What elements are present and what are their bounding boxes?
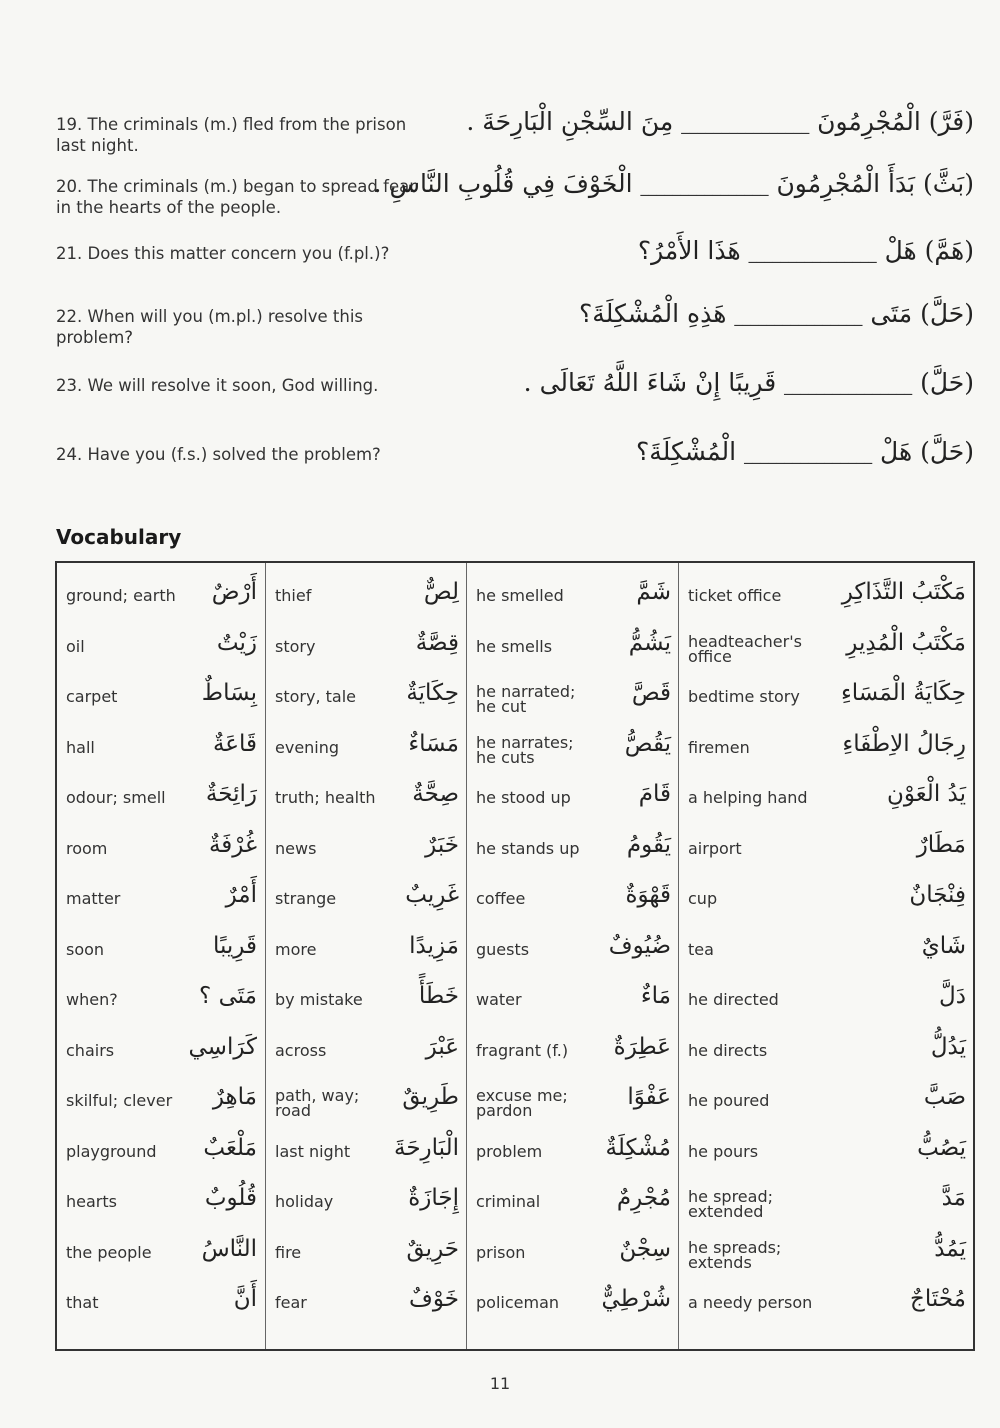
- vocabulary-entry: [679, 866, 974, 917]
- vocabulary-english: across: [275, 1040, 327, 1060]
- vocabulary-english: the people: [66, 1242, 152, 1262]
- vocabulary-arabic: يَقُصُّ: [624, 730, 671, 757]
- vocabulary-entry: [57, 866, 265, 917]
- vocabulary-arabic: مَدَّ: [941, 1185, 966, 1211]
- exercise-after-blank: مِنَ السِّجْنِ الْبَارِحَةَ .: [466, 107, 674, 136]
- vocabulary-entry: [679, 1220, 974, 1271]
- vocabulary-english: problem: [476, 1141, 543, 1161]
- vocabulary-arabic: مَكْتَبُ التَّذَاكِرِ: [841, 579, 966, 605]
- exercise-english: 20. The criminals (m.) began to spread fear in the hearts of the people.: [56, 177, 416, 217]
- vocabulary-entry: [266, 1018, 467, 1069]
- vocabulary-column: [678, 563, 974, 1349]
- answer-blank[interactable]: ________________: [734, 307, 863, 326]
- vocabulary-arabic: قُلُوبٌ: [204, 1185, 257, 1211]
- exercise-arabic: [404, 229, 974, 276]
- vocabulary-english: firemen: [688, 737, 750, 757]
- vocabulary-english: criminal: [476, 1192, 541, 1211]
- page-number: 11: [489, 1374, 511, 1393]
- vocabulary-entry: [467, 917, 679, 968]
- vocabulary-arabic: لِصٌّ: [423, 579, 459, 605]
- vocabulary-arabic: خَوْفٌ: [409, 1286, 459, 1312]
- vocabulary-entry: [57, 1169, 265, 1220]
- vocabulary-entry: [57, 715, 265, 766]
- vocabulary-english: he poured: [688, 1091, 770, 1110]
- vocabulary-entry: [679, 765, 974, 816]
- vocabulary-arabic: طَرِيقٌ: [402, 1084, 459, 1110]
- vocabulary-arabic: عَفْوًا: [627, 1084, 671, 1110]
- vocabulary-english: he spreads; extends: [688, 1237, 782, 1272]
- exercise-row: [0, 437, 1000, 504]
- vocabulary-english: carpet: [66, 687, 118, 706]
- vocabulary-arabic: مُحْتَاجٌ: [910, 1286, 966, 1312]
- vocabulary-english: path, way; road: [275, 1086, 360, 1120]
- vocabulary-arabic: مَزِيدًا: [409, 932, 459, 959]
- vocabulary-arabic: مَكْتَبُ الْمُدِيرِ: [846, 629, 966, 656]
- exercise-row: [0, 368, 1000, 435]
- exercise-after-blank: قَرِيبًا إِنْ شَاءَ اللَّهُ تَعَالَى .: [523, 368, 777, 397]
- vocabulary-english: holiday: [275, 1192, 334, 1211]
- vocabulary-arabic: مَلْعَبٌ: [203, 1134, 257, 1161]
- vocabulary-entry: [679, 1119, 974, 1170]
- exercise-english: 24. Have you (f.s.) solved the problem?: [56, 445, 381, 464]
- vocabulary-english: he spread; extended: [688, 1187, 773, 1221]
- vocabulary-arabic: قَهْوَةٌ: [625, 882, 671, 908]
- vocabulary-arabic: أَنَّ: [233, 1286, 257, 1312]
- vocabulary-entry: [679, 1169, 974, 1220]
- vocabulary-english: he directs: [688, 1040, 768, 1060]
- vocabulary-entry: [266, 1119, 467, 1170]
- vocabulary-english: fire: [275, 1242, 302, 1262]
- vocabulary-english: coffee: [476, 889, 526, 908]
- vocabulary-english: he directed: [688, 990, 779, 1009]
- vocabulary-arabic: النَّاسُ: [201, 1235, 257, 1262]
- vocabulary-english: ticket office: [688, 586, 782, 605]
- vocabulary-arabic: عَبْرَ: [425, 1033, 459, 1060]
- exercise-verb: (بَثَّ): [922, 169, 974, 198]
- vocabulary-english: excuse me; pardon: [476, 1086, 568, 1120]
- exercise-verb: (فَرَّ): [928, 107, 974, 136]
- vocabulary-entry: [57, 1220, 265, 1271]
- vocabulary-entry: [57, 765, 265, 816]
- vocabulary-arabic: قَاعَةٌ: [212, 730, 257, 757]
- vocabulary-arabic: يَشُمُّ: [628, 629, 671, 656]
- exercise-before-blank: هَلْ: [884, 236, 917, 265]
- vocabulary-arabic: شَايٌ: [921, 932, 966, 959]
- exercise-arabic: [404, 430, 974, 477]
- vocabulary-entry: [57, 1270, 265, 1321]
- answer-blank[interactable]: ________________: [748, 244, 877, 263]
- vocabulary-arabic: بِسَاطٌ: [201, 680, 257, 706]
- exercise-row: [0, 299, 1000, 366]
- exercise-before-blank: الْمُجْرِمُونَ: [817, 107, 921, 136]
- vocabulary-english: bedtime story: [688, 687, 800, 706]
- vocabulary-arabic: دَلَّ: [939, 983, 966, 1009]
- vocabulary-english: chairs: [66, 1040, 115, 1060]
- vocabulary-entry: [57, 614, 265, 665]
- vocabulary-entry: [266, 917, 467, 968]
- answer-blank[interactable]: ________________: [744, 445, 873, 464]
- vocabulary-arabic: خَطَأً: [418, 983, 459, 1009]
- vocabulary-entry: [266, 563, 467, 614]
- vocabulary-english: thief: [275, 586, 312, 605]
- vocabulary-english: truth; health: [275, 788, 376, 807]
- vocabulary-entry: [266, 1220, 467, 1271]
- vocabulary-arabic: غَرِيبٌ: [405, 882, 459, 908]
- vocabulary-arabic: يَقُومُ: [626, 831, 671, 858]
- vocabulary-english: prison: [476, 1242, 526, 1262]
- exercise-english: 19. The criminals (m.) fled from the prison last night.: [56, 115, 407, 155]
- vocabulary-arabic: حِكَايَةُ الْمَسَاءِ: [840, 680, 966, 706]
- vocabulary-entry: [57, 1018, 265, 1069]
- vocabulary-entry: [679, 967, 974, 1018]
- vocabulary-entry: [467, 614, 679, 665]
- vocabulary-entry: [679, 1068, 974, 1119]
- vocabulary-english: fragrant (f.): [476, 1040, 569, 1060]
- vocabulary-entry: [57, 967, 265, 1018]
- vocabulary-arabic: مُشْكِلَةٌ: [605, 1134, 671, 1161]
- vocabulary-entry: [266, 866, 467, 917]
- vocabulary-english: room: [66, 838, 108, 858]
- vocabulary-english: strange: [275, 889, 337, 908]
- vocabulary-entry: [467, 715, 679, 766]
- vocabulary-column: [57, 563, 265, 1349]
- vocabulary-arabic: ضُيُوفٌ: [608, 932, 671, 959]
- vocabulary-entry: [467, 1169, 679, 1220]
- vocabulary-english: he pours: [688, 1141, 759, 1161]
- vocabulary-english: skilful; clever: [66, 1091, 173, 1110]
- exercise-before-blank: بَدَأَ الْمُجْرِمُونَ: [776, 169, 916, 198]
- exercise-english: 23. We will resolve it soon, God willing.: [56, 376, 379, 395]
- exercise-english: 21. Does this matter concern you (f.pl.)?: [56, 244, 390, 263]
- vocabulary-entry: [467, 816, 679, 867]
- exercise-row: [0, 169, 1000, 236]
- exercise-before-blank: مَتَى: [870, 299, 913, 328]
- vocabulary-arabic: شُرْطِيٌّ: [601, 1286, 671, 1312]
- exercise-verb: (حَلَّ): [920, 368, 974, 397]
- vocabulary-english: he stood up: [476, 788, 571, 807]
- vocabulary-arabic: عَطِرَةٌ: [613, 1033, 671, 1060]
- vocabulary-entry: [679, 715, 974, 766]
- vocabulary-entry: [266, 614, 467, 665]
- vocabulary-entry: [467, 1220, 679, 1271]
- vocabulary-english: he narrated; he cut: [476, 682, 576, 716]
- vocabulary-english: odour; smell: [66, 788, 166, 807]
- vocabulary-arabic: زَيْتٌ: [216, 629, 257, 656]
- vocabulary-column: [265, 563, 467, 1349]
- vocabulary-arabic: قَرِيبًا: [212, 932, 257, 959]
- vocabulary-entry: [467, 664, 679, 715]
- vocabulary-entry: [467, 866, 679, 917]
- answer-blank[interactable]: ________________: [640, 177, 769, 196]
- vocabulary-entry: [679, 563, 974, 614]
- vocabulary-arabic: رَائِحَةٌ: [205, 781, 257, 807]
- vocabulary-english: water: [476, 990, 522, 1009]
- vocabulary-arabic: إِجَازَةٌ: [408, 1185, 459, 1211]
- vocabulary-arabic: سِجْنٌ: [619, 1235, 671, 1262]
- vocabulary-entry: [57, 917, 265, 968]
- vocabulary-entry: [679, 664, 974, 715]
- vocabulary-entry: [57, 816, 265, 867]
- exercise-before-blank: هَلْ: [880, 437, 913, 466]
- vocabulary-arabic: مَطَارٌ: [916, 831, 966, 858]
- vocabulary-entry: [266, 715, 467, 766]
- vocabulary-english: cup: [688, 889, 718, 908]
- vocabulary-english: headteacher's office: [688, 631, 802, 666]
- vocabulary-english: fear: [275, 1293, 307, 1312]
- vocabulary-arabic: قِصَّةٌ: [415, 629, 459, 656]
- vocabulary-english: a needy person: [688, 1293, 813, 1312]
- vocabulary-english: story: [275, 636, 316, 656]
- vocabulary-arabic: شَمَّ: [636, 579, 671, 605]
- vocabulary-arabic: يَمُدُّ: [934, 1235, 966, 1262]
- vocabulary-arabic: فِنْجَانٌ: [909, 882, 966, 908]
- vocabulary-english: he smells: [476, 636, 553, 656]
- vocabulary-english: he smelled: [476, 586, 564, 605]
- vocabulary-entry: [679, 1270, 974, 1321]
- vocabulary-english: evening: [275, 737, 340, 757]
- vocabulary-arabic: قَصَّ: [631, 680, 671, 706]
- vocabulary-arabic: يَصُبُّ: [917, 1134, 966, 1161]
- vocabulary-arabic: خَبَرٌ: [425, 831, 459, 858]
- vocabulary-english: he narrates; he cuts: [476, 732, 574, 767]
- vocabulary-arabic: أَمْرٌ: [225, 882, 257, 908]
- vocabulary-entry: [467, 1119, 679, 1170]
- exercise-english: 22. When will you (m.pl.) resolve this problem?: [56, 307, 364, 347]
- vocabulary-english: playground: [66, 1141, 157, 1161]
- vocabulary-english: matter: [66, 889, 121, 908]
- exercise-after-blank: هَذِهِ الْمُشْكِلَةَ؟: [579, 299, 727, 328]
- vocabulary-entry: [467, 765, 679, 816]
- vocabulary-arabic: رِجَالُ الاِطْفَاءِ: [842, 730, 966, 757]
- exercise-verb: (هَمَّ): [924, 236, 974, 265]
- vocabulary-entry: [266, 664, 467, 715]
- vocabulary-english: guests: [476, 939, 530, 959]
- vocabulary-entry: [266, 1068, 467, 1119]
- vocabulary-arabic: صِحَّةٌ: [412, 781, 459, 807]
- answer-blank[interactable]: ________________: [681, 115, 810, 134]
- vocabulary-entry: [679, 917, 974, 968]
- vocabulary-arabic: حَرِيقٌ: [406, 1235, 459, 1262]
- vocabulary-entry: [266, 1169, 467, 1220]
- vocabulary-english: hearts: [66, 1192, 117, 1211]
- vocabulary-table: [55, 561, 975, 1351]
- vocabulary-entry: [467, 967, 679, 1018]
- vocabulary-arabic: مُجْرِمٌ: [616, 1185, 671, 1211]
- exercise-arabic: [404, 292, 974, 339]
- vocabulary-entry: [57, 1119, 265, 1170]
- exercise-after-blank: الْمُشْكِلَةَ؟: [636, 437, 737, 466]
- vocabulary-heading: Vocabulary: [56, 525, 182, 549]
- exercise-verb: (حَلَّ): [920, 437, 974, 466]
- vocabulary-entry: [679, 816, 974, 867]
- vocabulary-arabic: قَامَ: [638, 781, 671, 807]
- vocabulary-arabic: مَاهِرٌ: [212, 1084, 257, 1110]
- vocabulary-entry: [467, 563, 679, 614]
- vocabulary-entry: [467, 1068, 679, 1119]
- vocabulary-entry: [467, 1270, 679, 1321]
- vocabulary-english: he stands up: [476, 838, 580, 858]
- exercise-arabic: [373, 162, 974, 209]
- vocabulary-english: news: [275, 838, 317, 858]
- vocabulary-entry: [266, 765, 467, 816]
- vocabulary-column: [466, 563, 679, 1349]
- vocabulary-english: hall: [66, 737, 95, 757]
- vocabulary-entry: [679, 1018, 974, 1069]
- vocabulary-arabic: حِكَايَةٌ: [406, 680, 459, 706]
- exercise-arabic: [404, 100, 974, 147]
- vocabulary-english: a helping hand: [688, 788, 808, 807]
- vocabulary-entry: [679, 614, 974, 665]
- vocabulary-english: policeman: [476, 1293, 560, 1312]
- vocabulary-english: ground; earth: [66, 586, 176, 605]
- exercise-after-blank: الْخَوْفَ فِي قُلُوبِ النَّاسِ .: [373, 169, 633, 198]
- vocabulary-arabic: أَرْضٌ: [211, 579, 257, 605]
- vocabulary-english: more: [275, 939, 317, 959]
- vocabulary-english: soon: [66, 939, 105, 959]
- vocabulary-english: that: [66, 1293, 99, 1312]
- vocabulary-arabic: غُرْفَةٌ: [208, 831, 257, 858]
- exercise-verb: (حَلَّ): [920, 299, 974, 328]
- exercise-after-blank: هَذَا الأَمْرُ؟: [637, 236, 741, 265]
- answer-blank[interactable]: ________________: [784, 376, 913, 395]
- vocabulary-arabic: مَتَى ؟: [199, 983, 257, 1009]
- vocabulary-english: tea: [688, 939, 714, 959]
- vocabulary-arabic: الْبَارِحَةَ: [393, 1134, 459, 1161]
- vocabulary-entry: [467, 1018, 679, 1069]
- vocabulary-english: oil: [66, 636, 85, 656]
- vocabulary-english: story, tale: [275, 687, 356, 706]
- vocabulary-arabic: يَدُلُّ: [930, 1033, 966, 1060]
- vocabulary-entry: [266, 967, 467, 1018]
- vocabulary-english: by mistake: [275, 990, 363, 1009]
- vocabulary-entry: [57, 664, 265, 715]
- vocabulary-entry: [57, 1068, 265, 1119]
- vocabulary-english: last night: [275, 1141, 351, 1161]
- vocabulary-english: airport: [688, 838, 742, 858]
- vocabulary-arabic: مَاءٌ: [640, 983, 671, 1009]
- vocabulary-entry: [266, 816, 467, 867]
- exercise-arabic: [404, 361, 974, 408]
- vocabulary-entry: [57, 563, 265, 614]
- vocabulary-arabic: يَدُ الْعَوْنِ: [886, 781, 966, 807]
- vocabulary-arabic: كَرَاسِي: [188, 1033, 257, 1060]
- vocabulary-english: when?: [66, 990, 118, 1009]
- vocabulary-arabic: صَبَّ: [923, 1084, 966, 1110]
- vocabulary-arabic: مَسَاءٌ: [408, 730, 459, 757]
- vocabulary-entry: [266, 1270, 467, 1321]
